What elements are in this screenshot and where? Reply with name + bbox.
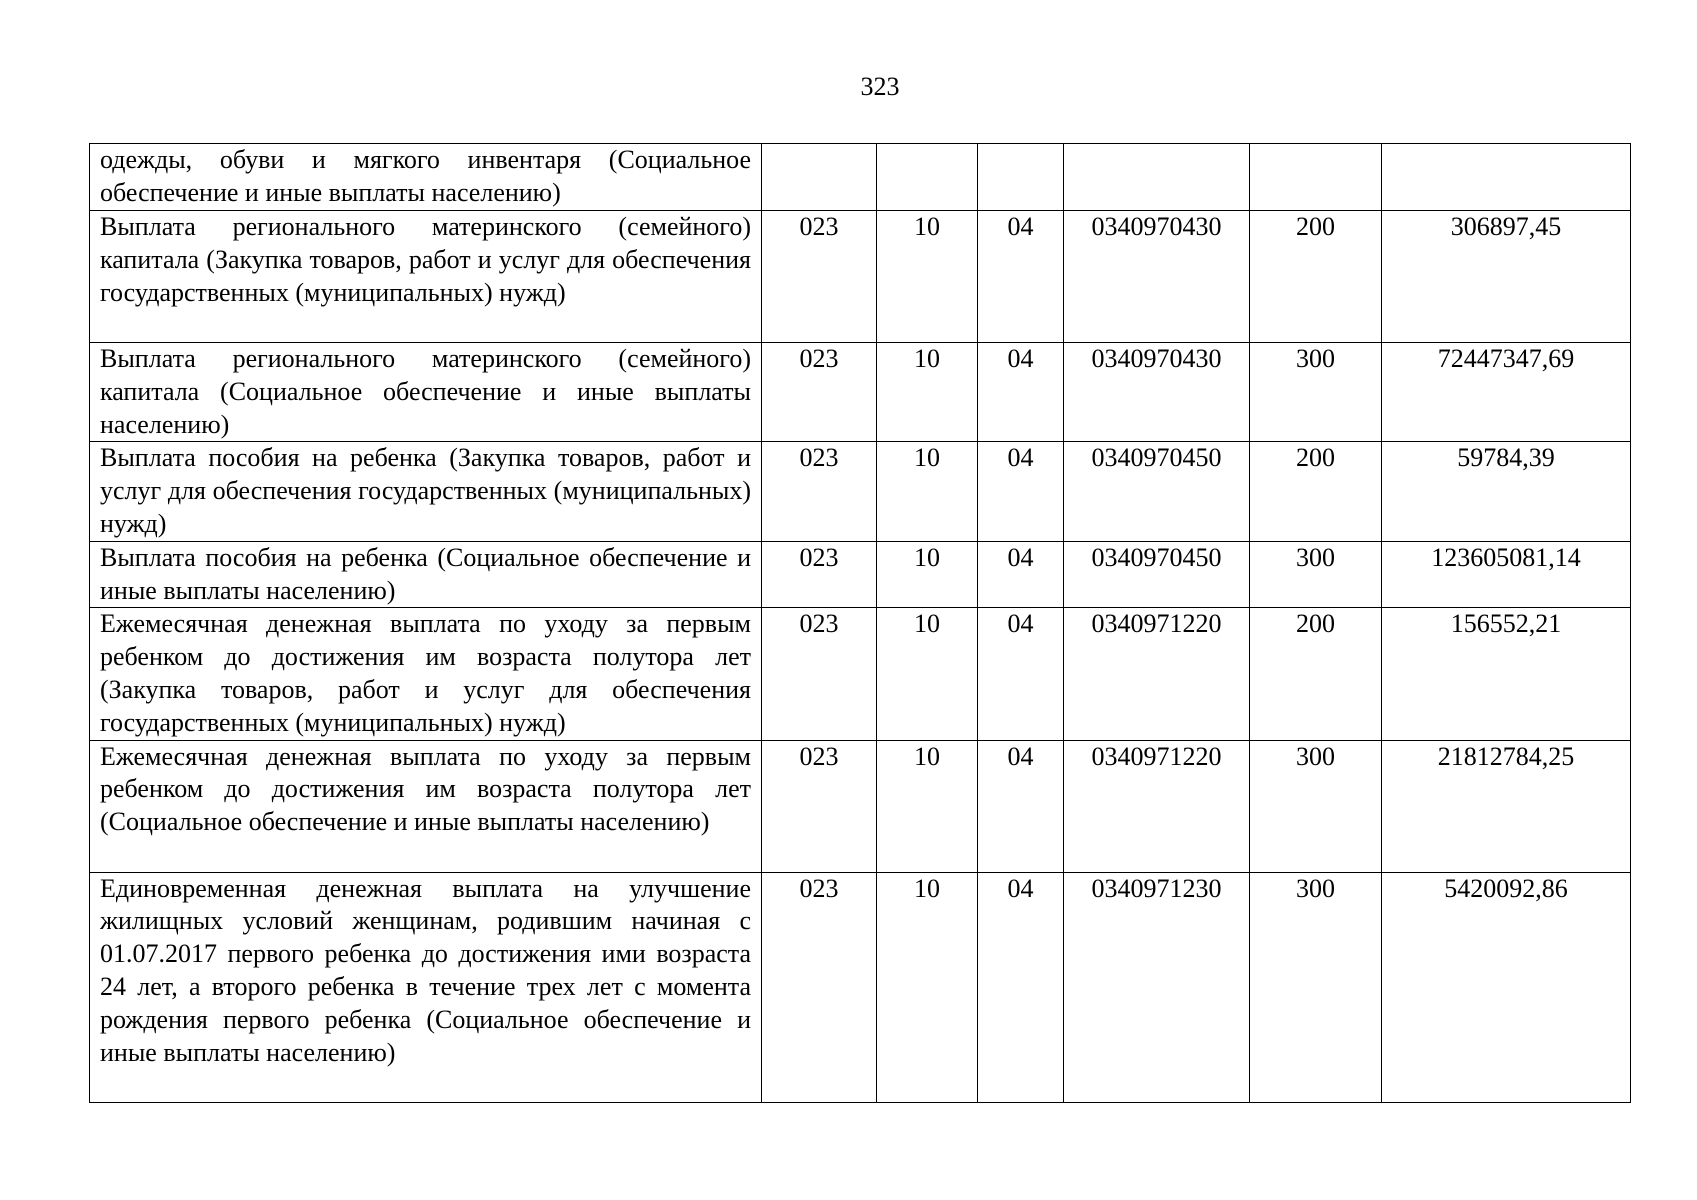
amount: 5420092,86 xyxy=(1382,872,1631,1102)
ministry-code: 023 xyxy=(762,442,877,541)
subsection-code: 04 xyxy=(978,608,1064,740)
table-row xyxy=(90,343,1631,442)
amount: 156552,21 xyxy=(1382,608,1631,740)
subsection-code: 04 xyxy=(978,541,1064,608)
ministry-code: 023 xyxy=(762,740,877,872)
ministry-code: 023 xyxy=(762,211,877,343)
target-article-code: 0340971220 xyxy=(1064,608,1250,740)
ministry-code: 023 xyxy=(762,343,877,442)
table-row xyxy=(90,144,1631,211)
expense-type-code: 300 xyxy=(1250,343,1382,442)
subsection-code xyxy=(978,144,1064,211)
ministry-code xyxy=(762,144,877,211)
target-article-code: 0340970450 xyxy=(1064,541,1250,608)
budget-table xyxy=(89,143,1631,1103)
expense-type-code: 200 xyxy=(1250,442,1382,541)
amount: 123605081,14 xyxy=(1382,541,1631,608)
section-code: 10 xyxy=(877,541,978,608)
row-description: Выплата регионального материнского (семейного) капитала (Закупка товаров, работ и услуг для обеспечения государственных (муниципальных) нужд) xyxy=(90,211,762,343)
amount xyxy=(1382,144,1631,211)
subsection-code: 04 xyxy=(978,442,1064,541)
section-code: 10 xyxy=(877,740,978,872)
amount: 72447347,69 xyxy=(1382,343,1631,442)
expense-type-code: 300 xyxy=(1250,740,1382,872)
row-description: Выплата регионального материнского (семейного) капитала (Социальное обеспечение и иные выплаты населению) xyxy=(90,343,762,442)
expense-type-code: 200 xyxy=(1250,608,1382,740)
subsection-code: 04 xyxy=(978,211,1064,343)
section-code: 10 xyxy=(877,872,978,1102)
expense-type-code xyxy=(1250,144,1382,211)
amount: 306897,45 xyxy=(1382,211,1631,343)
expense-type-code: 300 xyxy=(1250,872,1382,1102)
table-row xyxy=(90,740,1631,872)
target-article-code: 0340971220 xyxy=(1064,740,1250,872)
amount: 21812784,25 xyxy=(1382,740,1631,872)
table-row xyxy=(90,541,1631,608)
section-code xyxy=(877,144,978,211)
row-description: Единовременная денежная выплата на улучшение жилищных условий женщинам, родившим начиная с 01.07.2017 первого ребенка до достижения ими возраста 24 лет, а второго ребенка в течение трех лет с момента рождения первого ребенка (Социальное обеспечение и иные выплаты населению) xyxy=(90,872,762,1102)
section-code: 10 xyxy=(877,608,978,740)
target-article-code: 0340970430 xyxy=(1064,211,1250,343)
target-article-code xyxy=(1064,144,1250,211)
row-description: Ежемесячная денежная выплата по уходу за первым ребенком до достижения им возраста полутора лет (Социальное обеспечение и иные выплаты населению) xyxy=(90,740,762,872)
table-row xyxy=(90,442,1631,541)
target-article-code: 0340970450 xyxy=(1064,442,1250,541)
section-code: 10 xyxy=(877,211,978,343)
subsection-code: 04 xyxy=(978,872,1064,1102)
ministry-code: 023 xyxy=(762,541,877,608)
row-description: Ежемесячная денежная выплата по уходу за первым ребенком до достижения им возраста полутора лет (Закупка товаров, работ и услуг для обеспечения государственных (муниципальных) нужд) xyxy=(90,608,762,740)
expense-type-code: 300 xyxy=(1250,541,1382,608)
table-row xyxy=(90,872,1631,1102)
ministry-code: 023 xyxy=(762,872,877,1102)
table-row xyxy=(90,211,1631,343)
amount: 59784,39 xyxy=(1382,442,1631,541)
page-number: 323 xyxy=(860,72,900,101)
budget-table-body xyxy=(90,144,1631,1103)
row-description: Выплата пособия на ребенка (Социальное обеспечение и иные выплаты населению) xyxy=(90,541,762,608)
section-code: 10 xyxy=(877,343,978,442)
row-description: Выплата пособия на ребенка (Закупка товаров, работ и услуг для обеспечения государственных (муниципальных) нужд) xyxy=(90,442,762,541)
row-description: одежды, обуви и мягкого инвентаря (Социальное обеспечение и иные выплаты населению) xyxy=(90,144,762,211)
section-code: 10 xyxy=(877,442,978,541)
expense-type-code: 200 xyxy=(1250,211,1382,343)
subsection-code: 04 xyxy=(978,343,1064,442)
ministry-code: 023 xyxy=(762,608,877,740)
target-article-code: 0340970430 xyxy=(1064,343,1250,442)
target-article-code: 0340971230 xyxy=(1064,872,1250,1102)
subsection-code: 04 xyxy=(978,740,1064,872)
table-row xyxy=(90,608,1631,740)
